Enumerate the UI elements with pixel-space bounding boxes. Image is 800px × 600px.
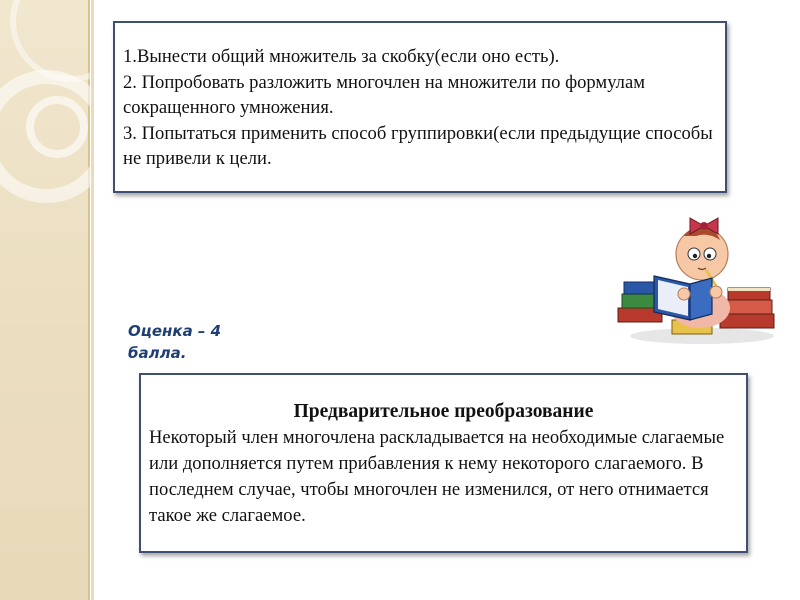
grade-line-2: балла. [128, 344, 187, 362]
step-3-text: 3. Попытаться применить способ группировки(если предыдущие способы не привели к цели. [123, 122, 713, 169]
step-2-text: 2. Попробовать разложить многочлен на множители по формулам сокращенного умножения. [123, 71, 645, 118]
grade-label [128, 320, 258, 364]
preconversion-title: Предварительное преобразование [293, 401, 594, 422]
grade-line-1: Оценка – 4 [128, 322, 222, 340]
girl-reading-books-icon [612, 196, 780, 348]
decorative-side-strip [0, 0, 90, 600]
steps-textbox [113, 21, 727, 193]
preconversion-textbox [139, 373, 748, 553]
decorative-ring [26, 96, 88, 158]
step-1-text: 1.Вынести общий множитель за скобку(если оно есть). [123, 46, 560, 67]
preconversion-text: Некоторый член многочлена раскладывается на необходимые слагаемые или дополняется путем прибавления к нему некоторого слагаемого. В последнем случае, чтобы многочлен не изменился, от него отнимается такое же слагаемое. [149, 427, 725, 526]
